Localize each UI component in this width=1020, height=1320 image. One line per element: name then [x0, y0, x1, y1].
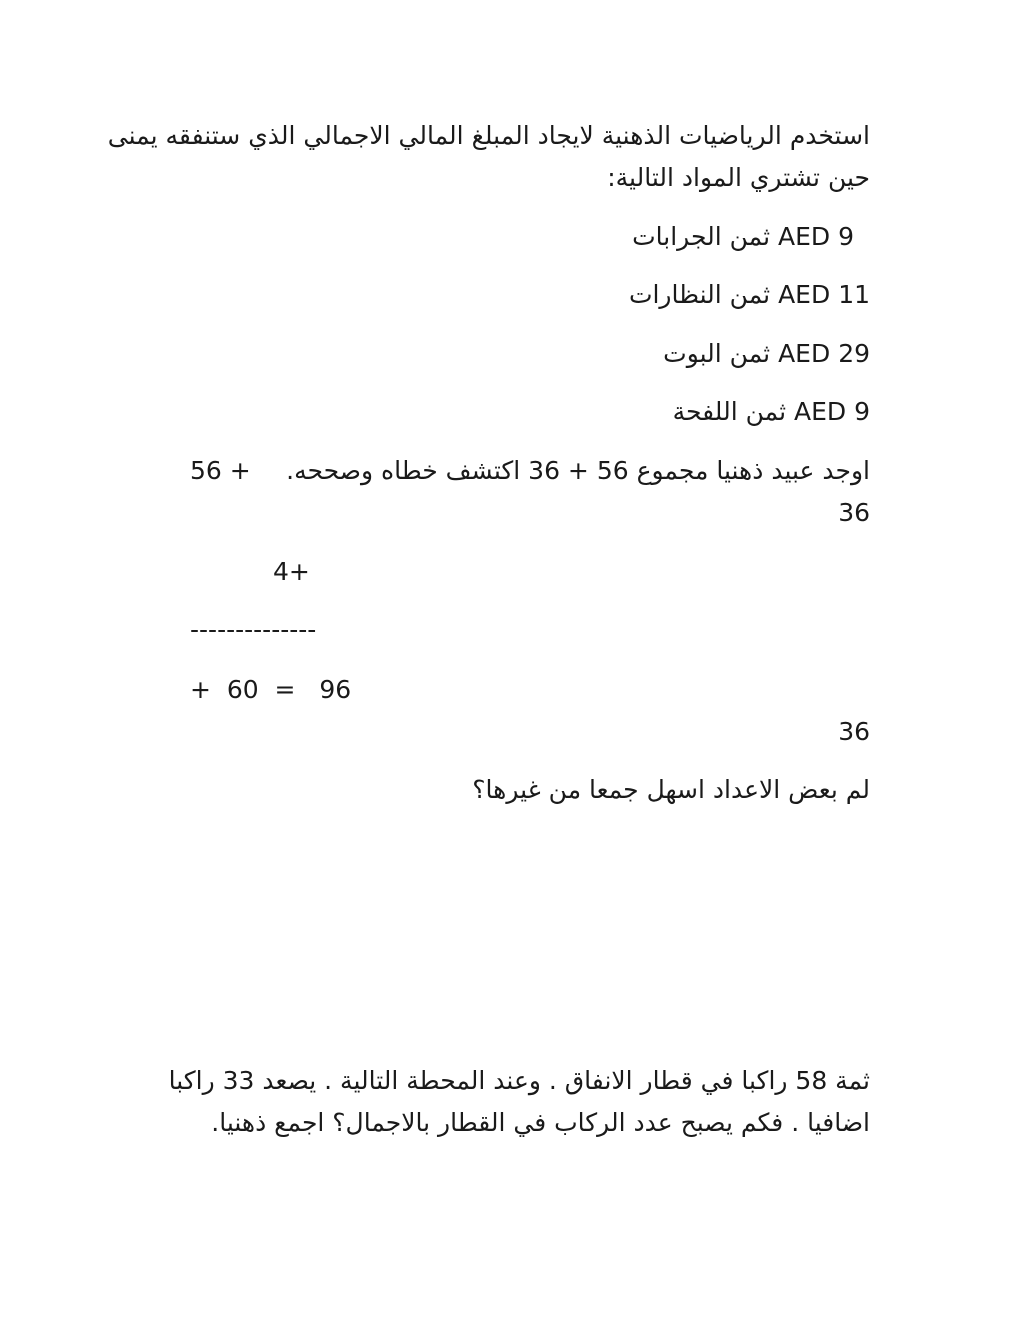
q2-number-36: 36 — [838, 498, 870, 527]
q3-line-2: اضافيا . فكم يصبح عدد الركاب في القطار بالاجمال؟ اجمع ذهنيا. — [211, 1108, 870, 1137]
q1-item-boots: 29 AED ثمن البوت — [663, 339, 870, 368]
q1-item-scarf: 9 AED ثمن اللفحة — [672, 397, 870, 426]
q1-intro-line-1: استخدم الرياضيات الذهنية لايجاد المبلغ المالي الاجمالي الذي ستنفقه يمنى — [107, 121, 870, 150]
q1-item-glasses: 11 AED ثمن النظارات — [628, 280, 870, 309]
q3-line-1: ثمة 58 راكبا في قطار الانفاق . وعند المحطة التالية . يصعد 33 راكبا — [168, 1066, 870, 1095]
q2-question: لم بعض الاعداد اسهل جمعا من غيرها؟ — [472, 775, 870, 804]
q2-plus-four: 4+ — [273, 557, 310, 586]
q1-intro-line-2: حين تشتري المواد التالية: — [607, 163, 870, 192]
q2-prompt-line: اوجد عبيد ذهنيا مجموع 56 + 36 اكتشف خطاه وصححه. — [286, 456, 870, 485]
q1-item-socks: 9 AED ثمن الجرابات — [632, 222, 854, 251]
q2-dash-divider: -------------- — [190, 615, 317, 644]
q2-number-36-second: 36 — [838, 717, 870, 746]
q2-left-part: 56 + — [190, 456, 251, 485]
q2-sum-line: + 60 = 96 — [190, 675, 352, 704]
